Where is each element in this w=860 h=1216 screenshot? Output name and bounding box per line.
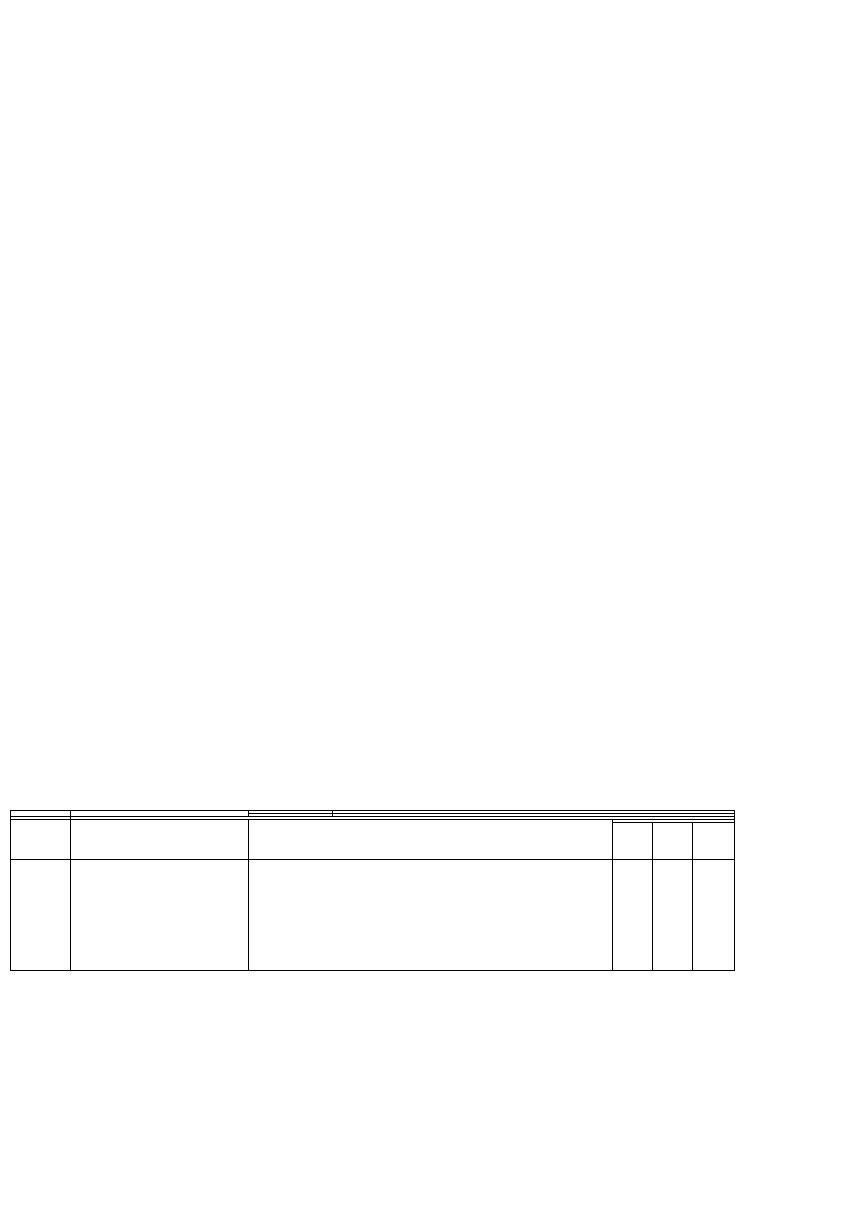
table-row: [11, 860, 735, 971]
intensity-value: [693, 860, 735, 971]
header-process: [11, 820, 71, 860]
header-content: [71, 820, 249, 860]
lesson-plan-table: [10, 810, 735, 971]
count-value: [653, 860, 693, 971]
header-count: [653, 823, 693, 860]
time-value: [613, 860, 653, 971]
lesson-content: [71, 860, 249, 971]
header-organization: [249, 820, 613, 860]
process-name: [11, 860, 71, 971]
organization-cell: [249, 860, 613, 971]
header-intensity: [693, 823, 735, 860]
header-time: [613, 823, 653, 860]
